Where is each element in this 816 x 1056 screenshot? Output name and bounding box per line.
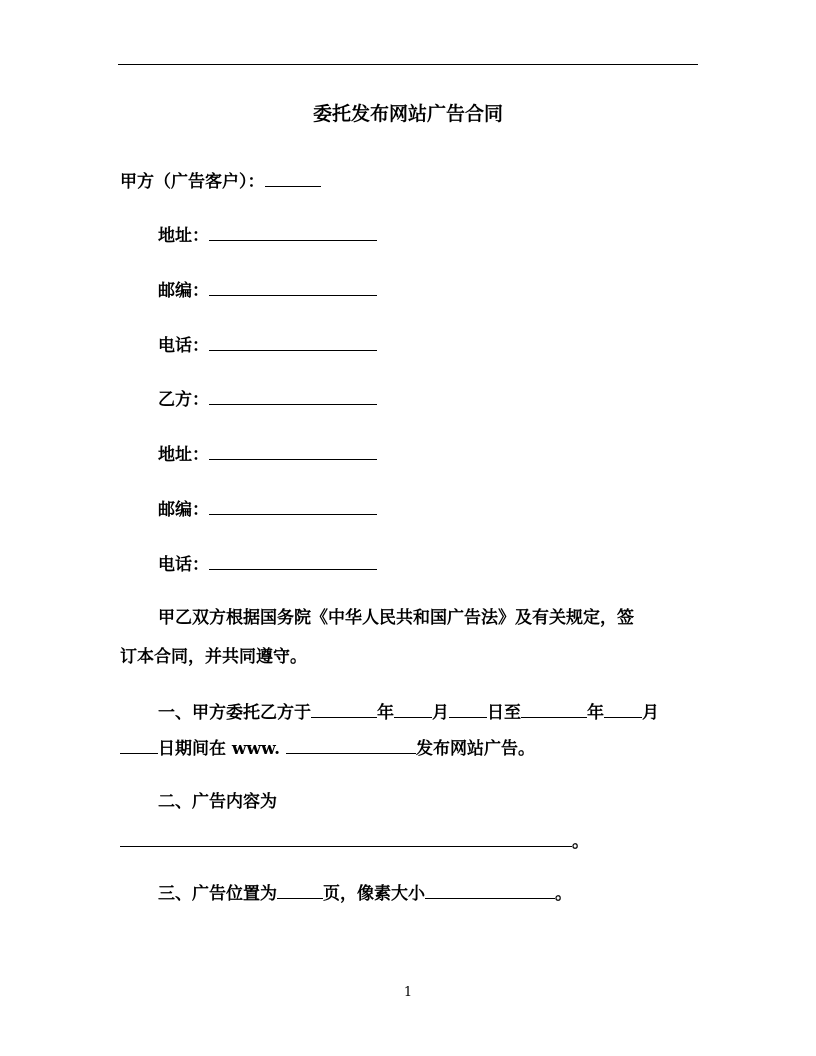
party-a-phone-line [158, 330, 377, 360]
clause-3-end: 。 [555, 884, 572, 904]
party-b-postcode-blank[interactable] [209, 494, 377, 515]
pixel-size-blank[interactable] [425, 878, 555, 899]
party-a-line [120, 166, 321, 196]
party-b-label: 乙方： [158, 390, 209, 410]
clause-1-prefix: 一、甲方委托乙方于 [158, 703, 311, 723]
ad-page-blank[interactable] [277, 878, 323, 899]
party-b-postcode-line [158, 494, 377, 524]
party-b-phone-line [158, 549, 377, 579]
year-label: 年 [377, 703, 394, 723]
clause-2-line: 二、广告内容为 [158, 792, 277, 812]
clause-1-suffix: 发布网站广告。 [416, 739, 536, 759]
clause-3-line [158, 878, 572, 908]
start-year-blank[interactable] [311, 697, 377, 718]
year-label: 年 [587, 703, 604, 723]
party-b-line [158, 384, 377, 414]
party-a-address-blank[interactable] [209, 220, 377, 241]
end-year-blank[interactable] [521, 697, 587, 718]
day-to-label: 日至 [487, 703, 521, 723]
party-b-address-line [158, 439, 377, 469]
clause-3-prefix: 三、广告位置为 [158, 884, 277, 904]
ad-content-line [120, 826, 589, 856]
website-blank[interactable] [286, 733, 416, 754]
month-label: 月 [432, 703, 449, 723]
party-a-postcode-line [158, 275, 377, 305]
party-b-blank[interactable] [209, 384, 377, 405]
month-label: 月 [642, 703, 659, 723]
document-title: 委托发布网站广告合同 [312, 103, 503, 125]
end-month-blank[interactable] [604, 697, 642, 718]
field-label: 地址： [158, 226, 209, 246]
party-a-postcode-blank[interactable] [209, 275, 377, 296]
field-label: 邮编： [158, 500, 209, 520]
header-rule [118, 64, 698, 65]
start-month-blank[interactable] [394, 697, 432, 718]
party-a-blank[interactable] [265, 166, 321, 187]
start-day-blank[interactable] [449, 697, 487, 718]
end-day-blank[interactable] [120, 733, 158, 754]
party-b-phone-blank[interactable] [209, 549, 377, 570]
clause-2-end: 。 [572, 832, 589, 852]
party-a-phone-blank[interactable] [209, 330, 377, 351]
party-a-label: 甲方（广告客户）： [120, 172, 265, 192]
party-a-address-line [158, 220, 377, 250]
period-site-label: 日期间在 www. [158, 739, 281, 759]
clause-1-line-1 [158, 697, 659, 727]
field-label: 电话： [158, 336, 209, 356]
page-size-label: 页，像素大小 [323, 884, 425, 904]
page-number: 1 [403, 985, 413, 1000]
clause-1-line-2 [120, 733, 535, 763]
field-label: 邮编： [158, 281, 209, 301]
preamble-line-2: 订本合同，并共同遵守。 [120, 647, 307, 667]
field-label: 地址： [158, 445, 209, 465]
field-label: 电话： [158, 555, 209, 575]
ad-content-blank[interactable] [120, 826, 572, 847]
preamble-line-1: 甲乙双方根据国务院《中华人民共和国广告法》及有关规定，签 [158, 608, 634, 628]
party-b-address-blank[interactable] [209, 439, 377, 460]
